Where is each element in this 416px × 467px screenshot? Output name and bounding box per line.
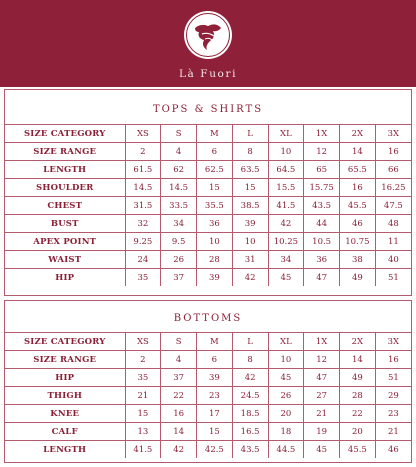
size-cell: 39 [197, 369, 233, 387]
size-cell: 3X [375, 125, 411, 143]
row-label: HIP [5, 269, 125, 287]
row-label: SIZE RANGE [5, 143, 125, 161]
size-cell: 38.5 [232, 197, 268, 215]
bottoms-title: BOTTOMS [173, 313, 243, 324]
size-cell: 10 [197, 233, 233, 251]
row-label: SIZE RANGE [5, 351, 125, 369]
table-row [5, 333, 411, 351]
size-cell: 26 [161, 251, 197, 269]
size-cell: 49 [340, 269, 376, 287]
size-cell: 66 [375, 161, 411, 179]
size-cell: 4 [161, 143, 197, 161]
size-cell: 15.5 [268, 179, 304, 197]
size-cell: 28 [340, 387, 376, 405]
size-cell: 21 [125, 387, 161, 405]
size-cell: 8 [232, 143, 268, 161]
size-cell: 44.5 [268, 441, 304, 459]
size-cell: 63.5 [232, 161, 268, 179]
brand-name: Là Fuori [178, 68, 238, 80]
tops-title: TOPS & SHIRTS [152, 104, 264, 115]
size-cell: 29 [375, 387, 411, 405]
size-cell: 10 [232, 233, 268, 251]
table-row [5, 197, 411, 215]
table-row [5, 251, 411, 269]
size-cell: 26 [268, 387, 304, 405]
size-cell: 42 [232, 269, 268, 287]
size-cell: 1X [304, 125, 340, 143]
size-cell: 27 [304, 387, 340, 405]
size-cell: 33.5 [161, 197, 197, 215]
table-row [5, 125, 411, 143]
size-cell: 45 [268, 269, 304, 287]
size-cell: 13 [125, 423, 161, 441]
size-cell: 43.5 [232, 441, 268, 459]
size-cell: 9.25 [125, 233, 161, 251]
size-cell: 2 [125, 351, 161, 369]
size-cell: 10.5 [304, 233, 340, 251]
row-label: LENGTH [5, 441, 125, 459]
size-cell: 43.5 [304, 197, 340, 215]
size-cell: 45 [304, 441, 340, 459]
size-cell: 62.5 [197, 161, 233, 179]
size-cell: 1X [304, 333, 340, 351]
size-cell: 36 [197, 215, 233, 233]
size-cell: S [161, 125, 197, 143]
size-cell: 23 [197, 387, 233, 405]
table-row [5, 215, 411, 233]
size-cell: 49 [340, 369, 376, 387]
size-cell: 65.5 [340, 161, 376, 179]
size-cell: 12 [304, 143, 340, 161]
size-cell: S [161, 333, 197, 351]
size-cell: 46 [340, 215, 376, 233]
size-cell: L [232, 125, 268, 143]
size-cell: 61.5 [125, 161, 161, 179]
row-label: WAIST [5, 251, 125, 269]
size-cell: 24.5 [232, 387, 268, 405]
row-label: HIP [5, 369, 125, 387]
size-cell: 41.5 [268, 197, 304, 215]
size-cell: 14.5 [161, 179, 197, 197]
size-cell: 16 [375, 143, 411, 161]
size-cell: 28 [197, 251, 233, 269]
size-cell: 37 [161, 369, 197, 387]
size-cell: 62 [161, 161, 197, 179]
size-cell: 21 [304, 405, 340, 423]
size-cell: 40 [375, 251, 411, 269]
row-label: LENGTH [5, 161, 125, 179]
size-cell: 20 [268, 405, 304, 423]
size-cell: 16.25 [375, 179, 411, 197]
size-cell: L [232, 333, 268, 351]
table-row [5, 269, 411, 287]
size-cell: XS [125, 333, 161, 351]
size-cell: 2 [125, 143, 161, 161]
table-row [5, 351, 411, 369]
size-cell: 37 [161, 269, 197, 287]
size-cell: 15.75 [304, 179, 340, 197]
size-cell: 14 [340, 143, 376, 161]
size-cell: 44 [304, 215, 340, 233]
row-label: SIZE CATEGORY [5, 333, 125, 351]
size-cell: 39 [232, 215, 268, 233]
row-label: SHOULDER [5, 179, 125, 197]
row-label: KNEE [5, 405, 125, 423]
table-row [5, 405, 411, 423]
size-cell: 9.5 [161, 233, 197, 251]
brand-logo-icon [183, 10, 233, 60]
size-cell: 2X [340, 333, 376, 351]
size-cell: 3X [375, 333, 411, 351]
size-cell: 10.25 [268, 233, 304, 251]
size-cell: 36 [304, 251, 340, 269]
size-cell: 14.5 [125, 179, 161, 197]
size-cell: 14 [340, 351, 376, 369]
size-cell: 35 [125, 369, 161, 387]
size-cell: 18.5 [232, 405, 268, 423]
size-cell: 16 [375, 351, 411, 369]
size-cell: 47 [304, 369, 340, 387]
size-cell: 41.5 [125, 441, 161, 459]
size-cell: 32 [125, 215, 161, 233]
size-cell: 12 [304, 351, 340, 369]
table-row [5, 369, 411, 387]
brand-header [0, 0, 416, 87]
size-cell: 4 [161, 351, 197, 369]
size-cell: 10 [268, 351, 304, 369]
table-row [5, 423, 411, 441]
size-cell: 31.5 [125, 197, 161, 215]
row-label: THIGH [5, 387, 125, 405]
size-cell: 51 [375, 369, 411, 387]
size-cell: 16 [161, 405, 197, 423]
size-cell: XL [268, 333, 304, 351]
row-label: BUST [5, 215, 125, 233]
row-label: CALF [5, 423, 125, 441]
size-cell: 24 [125, 251, 161, 269]
size-cell: 35 [125, 269, 161, 287]
size-cell: 39 [197, 269, 233, 287]
size-cell: 15 [197, 179, 233, 197]
size-cell: 10 [268, 143, 304, 161]
size-cell: 65 [304, 161, 340, 179]
size-cell: 45.5 [340, 197, 376, 215]
size-cell: 64.5 [268, 161, 304, 179]
bottoms-size-panel [4, 300, 412, 463]
size-cell: 22 [340, 405, 376, 423]
size-cell: 16.5 [232, 423, 268, 441]
size-cell: 2X [340, 125, 376, 143]
size-cell: 15 [197, 423, 233, 441]
size-cell: 35.5 [197, 197, 233, 215]
size-cell: 15 [125, 405, 161, 423]
row-label: CHEST [5, 197, 125, 215]
size-cell: 21 [375, 423, 411, 441]
size-cell: 34 [161, 215, 197, 233]
bottoms-size-table [5, 332, 411, 458]
table-row [5, 161, 411, 179]
row-label: APEX POINT [5, 233, 125, 251]
size-cell: 38 [340, 251, 376, 269]
size-cell: 42 [268, 215, 304, 233]
size-cell: 16 [340, 179, 376, 197]
size-cell: 23 [375, 405, 411, 423]
size-cell: 47.5 [375, 197, 411, 215]
size-cell: 42.5 [197, 441, 233, 459]
size-cell: 10.75 [340, 233, 376, 251]
size-cell: M [197, 333, 233, 351]
size-cell: 11 [375, 233, 411, 251]
size-cell: 22 [161, 387, 197, 405]
size-cell: 6 [197, 351, 233, 369]
row-label: SIZE CATEGORY [5, 125, 125, 143]
size-cell: 51 [375, 269, 411, 287]
size-cell: 48 [375, 215, 411, 233]
size-cell: 6 [197, 143, 233, 161]
table-row [5, 179, 411, 197]
size-cell: 19 [304, 423, 340, 441]
size-cell: 14 [161, 423, 197, 441]
size-cell: 42 [232, 369, 268, 387]
table-row [5, 143, 411, 161]
tops-size-table [5, 124, 411, 286]
size-cell: M [197, 125, 233, 143]
size-cell: 45 [268, 369, 304, 387]
size-cell: 45.5 [340, 441, 376, 459]
size-cell: 15 [232, 179, 268, 197]
size-cell: 34 [268, 251, 304, 269]
size-cell: 18 [268, 423, 304, 441]
size-cell: 31 [232, 251, 268, 269]
size-cell: 47 [304, 269, 340, 287]
size-cell: 20 [340, 423, 376, 441]
size-cell: 46 [375, 441, 411, 459]
table-row [5, 441, 411, 459]
tops-size-panel [4, 89, 412, 296]
size-cell: XS [125, 125, 161, 143]
size-cell: 17 [197, 405, 233, 423]
size-cell: 42 [161, 441, 197, 459]
size-cell: XL [268, 125, 304, 143]
table-row [5, 233, 411, 251]
size-cell: 8 [232, 351, 268, 369]
table-row [5, 387, 411, 405]
